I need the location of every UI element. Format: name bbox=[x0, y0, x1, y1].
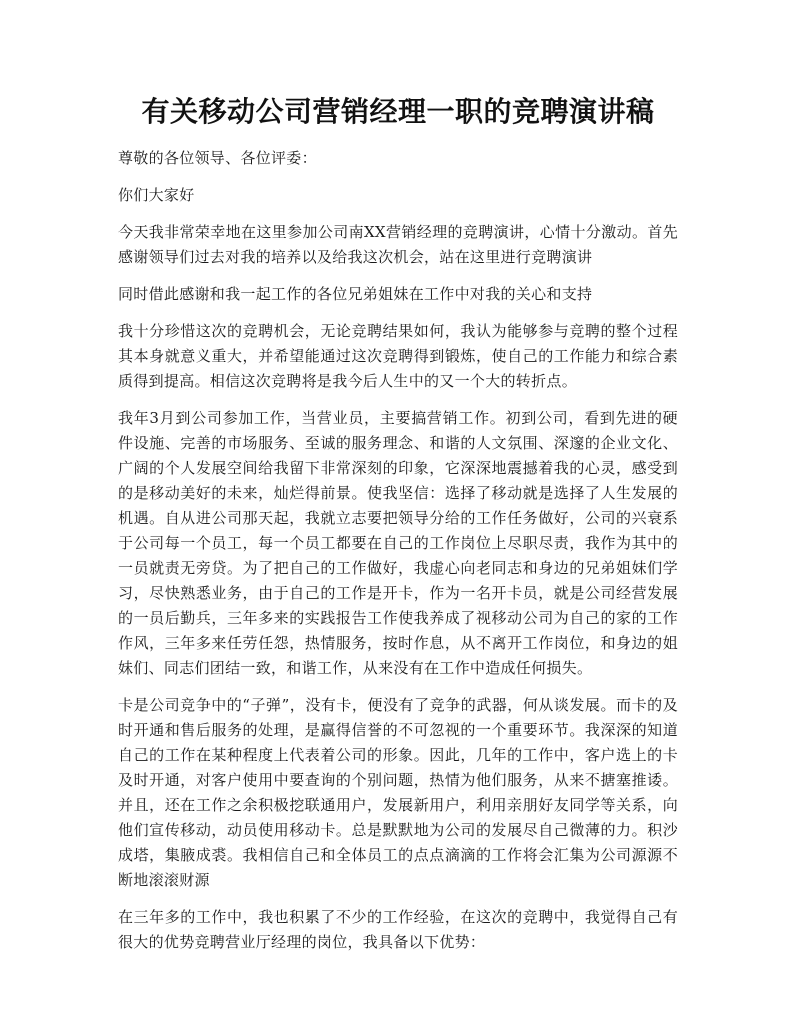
document-title: 有关移动公司营销经理一职的竞聘演讲稿 bbox=[141, 95, 655, 128]
paragraph-cherish-opportunity: 我十分珍惜这次的竞聘机会，无论竞聘结果如何，我认为能够参与竞聘的整个过程其本身就意义重大，并希望能通过这次竞聘得到锻炼，使自己的工作能力和综合素质得到提高。相信这次竞聘将是我今后人生中的又一个大的转折点。 bbox=[118, 322, 678, 390]
paragraph-greeting: 你们大家好 bbox=[118, 186, 195, 204]
paragraph-thanks: 同时借此感谢和我一起工作的各位兄弟姐妹在工作中对我的关心和支持 bbox=[118, 285, 593, 303]
paragraph-advantages: 在三年多的工作中，我也积累了不少的工作经验，在这次的竞聘中，我觉得自己有很大的优势竞聘营业厅经理的岗位，我具备以下优势： bbox=[118, 908, 678, 951]
paragraph-salutation: 尊敬的各位领导、各位评委： bbox=[118, 149, 317, 167]
document-body bbox=[118, 146, 678, 955]
paragraph-opening: 今天我非常荣幸地在这里参加公司南XX营销经理的竞聘演讲，心情十分激动。首先感谢领导们过去对我的培养以及给我这次机会，站在这里进行竞聘演讲 bbox=[118, 223, 678, 266]
paragraph-work-history: 我年3月到公司参加工作，当营业员，主要搞营销工作。初到公司，看到先进的硬件设施、完善的市场服务、至诚的服务理念、和谐的人文氛围、深邃的企业文化、广阔的个人发展空间给我留下非常深刻的印象，它深深地震撼着我的心灵，感受到的是移动美好的未来，灿烂得前景。使我坚信：选择了移动就是选择了人生发展的机遇。自从进公司那天起，我就立志要把领导分给的工作任务做好，公司的兴衰系于公司每一个员工，每一个员工都要在自己的工作岗位上尽职尽责，我作为其中的一员就责无旁贷。为了把自己的工作做好，我虚心向老同志和身边的兄弟姐妹们学习，尽快熟悉业务，由于自己的工作是开卡，作为一名开卡员，就是公司经营发展的一员后勤兵，三年多来的实践报告工作使我养成了视移动公司为自己的家的工作作风，三年多来任劳任怨，热情服务，按时作息，从不离开工作岗位，和身边的姐妹们、同志们团结一致，和谐工作，从来没有在工作中造成任何损失。 bbox=[118, 409, 678, 677]
paragraph-card-competition: 卡是公司竞争中的“子弹”，没有卡，便没有了竞争的武器，何从谈发展。而卡的及时开通和售后服务的处理，是赢得信誉的不可忽视的一个重要环节。我深深的知道自己的工作在某种程度上代表着公司的形象。因此，几年的工作中，客户选上的卡及时开通，对客户使用中要查询的个别问题，热情为他们服务，从来不搪塞推诿。并且，还在工作之余积极挖联通用户，发展新用户，利用亲朋好友同学等关系，向他们宣传移动，动员使用移动卡。总是默默地为公司的发展尽自己微薄的力。积沙成塔，集腋成裘。我相信自己和全体员工的点点滴滴的工作将会汇集为公司源源不断地滚滚财源 bbox=[118, 696, 678, 889]
